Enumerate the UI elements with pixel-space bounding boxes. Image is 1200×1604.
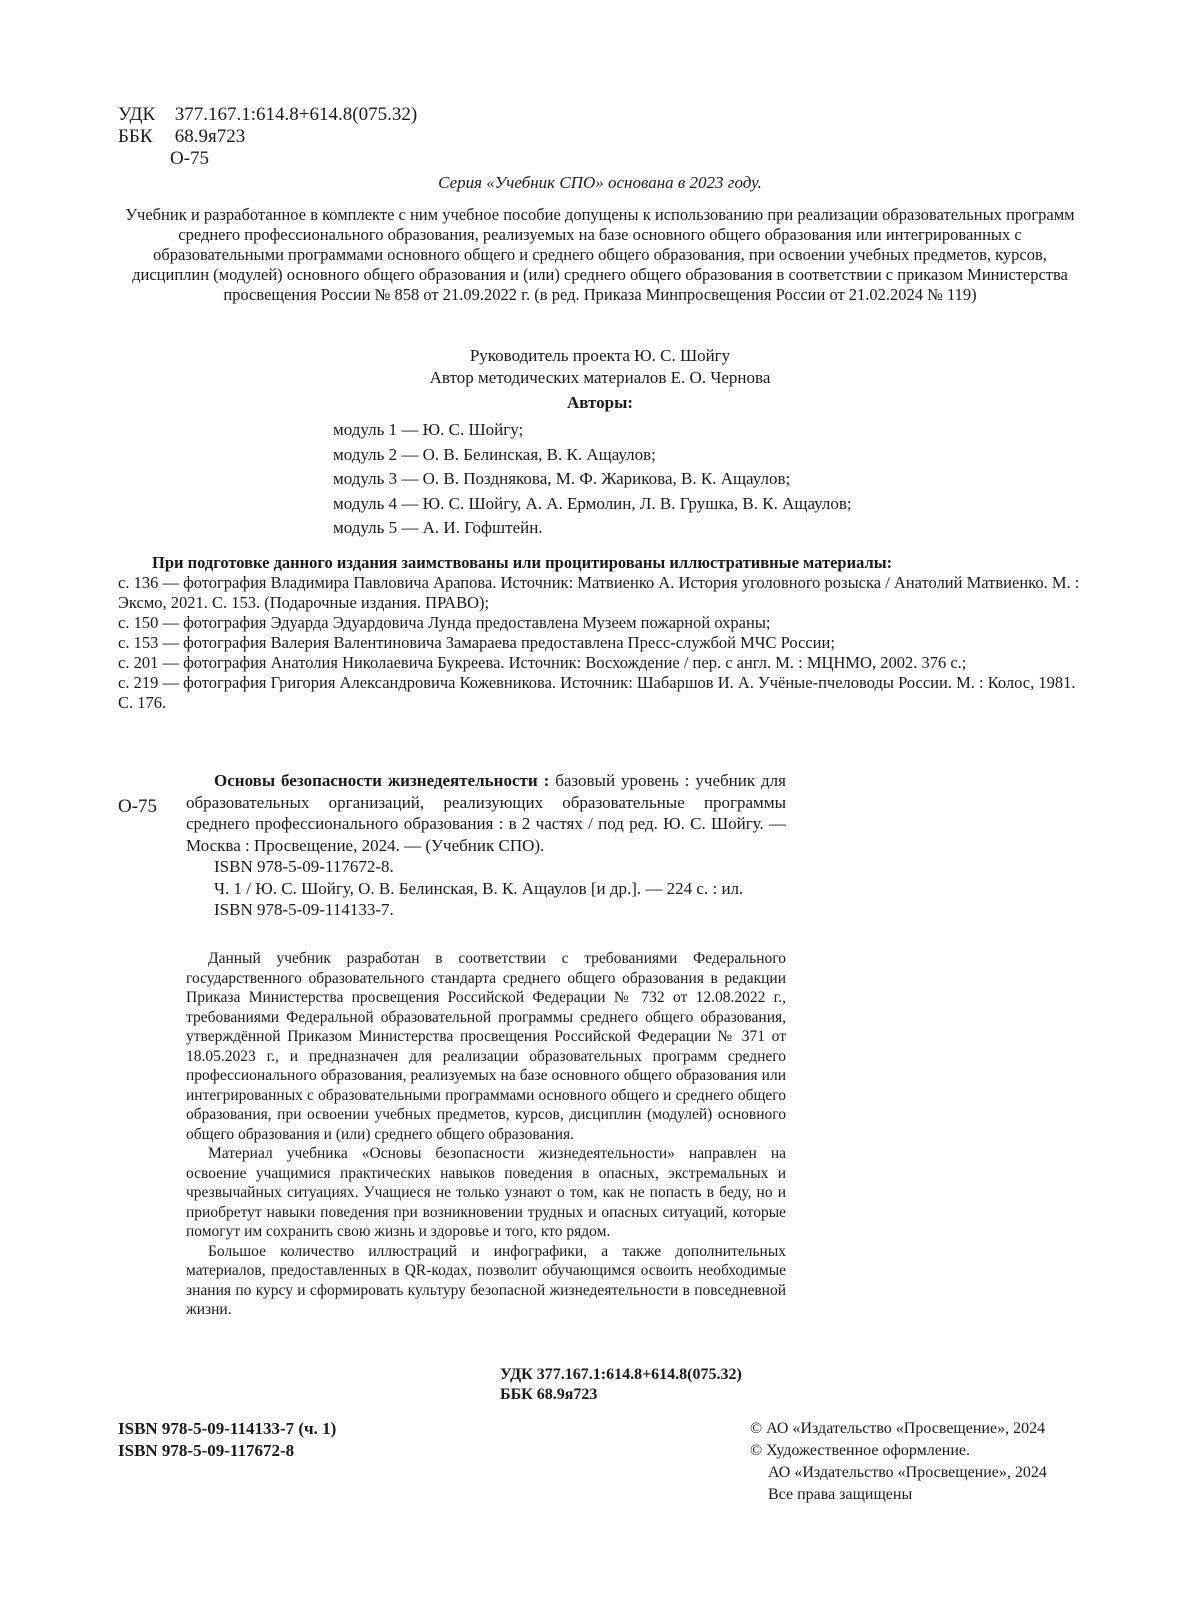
classification-codes <box>118 104 417 170</box>
author-module: модуль 4 — Ю. С. Шойгу, А. А. Ермолин, Л. В. Грушка, В. К. Ащаулов; <box>333 493 852 513</box>
author-module: модуль 5 — А. И. Гофштейн. <box>333 518 543 537</box>
copyright-line: АО «Издательство «Просвещение», 2024 <box>768 1464 1047 1481</box>
illustration-credit: с. 219 — фотография Григория Александровича Кожевникова. Источник: Шабаршов И. А. Учёные-пчеловоды России. М. : Колос, 1981. С. 176. <box>118 673 1076 712</box>
udk-label: УДК <box>118 104 156 125</box>
project-lead: Руководитель проекта Ю. С. Шойгу <box>469 346 731 365</box>
udk-value: 377.167.1:614.8+614.8(075.32) <box>174 104 418 125</box>
annotation-paragraph: Материал учебника «Основы безопасности жизнедеятельности» направлен на освоение учащимися практических навыков поведения в опасных, экстремальных и чрезвычайных ситуациях. Учащиеся не только узнают о том, как не попасть в беду, но и приобретут навыки поведения при возникновении трудных и опасных ситуаций, которые помогут им сохранить свою жизнь и здоровье и того, кто рядом. <box>186 1145 786 1240</box>
illustrations-heading: При подготовке данного издания заимствованы или процитированы иллюстративные материалы: <box>152 553 893 572</box>
illustration-credit: с. 201 — фотография Анатолия Николаевича Букреева. Источник: Восхождение / пер. с англ. М. : МЦНМО, 2002. 376 с.; <box>118 653 967 672</box>
illustration-credit: с. 136 — фотография Владимира Павловича Арапова. Источник: Матвиенко А. История уголовного розыска / Анатолий Матвиенко. М. : Эксмо, 2021. С. 153. (Подарочные издания. ПРАВО); <box>118 573 1080 612</box>
approval-text: Учебник и разработанное в комплекте с ним учебное пособие допущены к использованию при реализации образовательных программ среднего профессионального образования, реализуемых на базе основного общего образования или интегрированных с образовательными программами основного общего и среднего общего образования, при освоении учебных предметов, курсов, дисциплин (модулей) основного общего образования и (или) среднего общего образования в соответствии с приказом Министерства просвещения России № 858 от 21.09.2022 г. (в ред. Приказа Минпросвещения России от 21.02.2024 № 119) <box>125 205 1075 304</box>
isbn-part: ISBN 978-5-09-114133-7. <box>214 900 394 919</box>
author-mark: О-75 <box>170 148 210 169</box>
illustration-credit: с. 150 — фотография Эдуарда Эдуардовича Лунда предоставлена Музеем пожарной охраны; <box>118 613 771 632</box>
bottom-udk: УДК 377.167.1:614.8+614.8(075.32) <box>500 1366 742 1383</box>
author-module: модуль 2 — О. В. Белинская, В. К. Ащаулов; <box>333 444 656 464</box>
biblio-main <box>186 770 786 856</box>
isbn-total: ISBN 978-5-09-117672-8 <box>118 1441 295 1460</box>
copyright-block <box>750 1418 1047 1506</box>
bbk-value: 68.9я723 <box>174 126 246 147</box>
bibliographic-record <box>186 770 786 921</box>
biblio-part: Ч. 1 / Ю. С. Шойгу, О. В. Белинская, В. К. Ащаулов [и др.]. — 224 с. : ил. <box>214 878 744 898</box>
isbn-part1: ISBN 978-5-09-114133-7 (ч. 1) <box>118 1419 337 1438</box>
authors-list <box>333 418 852 541</box>
book-title: Основы безопасности жизнедеятельности : <box>214 771 550 790</box>
series-note: Серия «Учебник СПО» основана в 2023 году. <box>438 173 762 192</box>
authors-heading: Авторы: <box>566 393 634 412</box>
biblio-rest: базовый уровень : учебник для образовательных организаций, реализующих образовательные программы среднего профессионального образования : в 2 частях / под ред. Ю. С. Шойгу. — Москва : Просвещение, 2024. — (Учебник СПО). <box>186 771 786 855</box>
author-module: модуль 3 — О. В. Позднякова, М. Ф. Жарикова, В. К. Ащаулов; <box>333 469 791 488</box>
illustrations-credits <box>118 553 1082 713</box>
isbn-set: ISBN 978-5-09-117672-8. <box>214 857 394 876</box>
methodical-author: Автор методических материалов Е. О. Чернова <box>429 368 771 387</box>
project-people <box>0 345 1200 389</box>
copyright-line: © Художественное оформление. <box>750 1442 971 1459</box>
author-mark-side: О-75 <box>118 796 158 817</box>
author-module: модуль 1 — Ю. С. Шойгу; <box>333 420 524 439</box>
isbn-block <box>118 1418 336 1462</box>
bbk-label: ББК <box>118 126 153 147</box>
udk-row <box>118 104 417 126</box>
bottom-bbk: ББК 68.9я723 <box>500 1386 598 1403</box>
bottom-classification <box>500 1365 742 1405</box>
bbk-row <box>118 126 417 148</box>
annotation-paragraph: Большое количество иллюстраций и инфографики, а также дополнительных материалов, предоставленных в QR-кодах, позволит обучающимся освоить необходимые знания по курсу и сформировать культуру безопасной жизнедеятельности в повседневной жизни. <box>186 1242 786 1318</box>
rights-reserved: Все права защищены <box>768 1486 913 1503</box>
annotation <box>186 949 786 1320</box>
illustration-credit: с. 153 — фотография Валерия Валентиновича Замараева предоставлена Пресс-службой МЧС России; <box>118 633 835 652</box>
annotation-paragraph: Данный учебник разработан в соответствии с требованиями Федерального государственного образовательного стандарта среднего общего образования в редакции Приказа Министерства просвещения Российской Федерации № 732 от 12.08.2022 г., требованиями Федеральной образовательной программы среднего общего образования, утверждённой Приказом Министерства просвещения Российской Федерации № 371 от 18.05.2023 г., и предназначен для реализации образовательных программ среднего профессионального образования, реализуемых на базе основного общего образования или интегрированных с образовательными программами основного общего и среднего общего образования, при освоении учебных предметов, курсов, дисциплин (модулей) основного общего образования и (или) среднего общего образования. <box>186 950 786 1143</box>
copyright-line: © АО «Издательство «Просвещение», 2024 <box>750 1420 1046 1437</box>
